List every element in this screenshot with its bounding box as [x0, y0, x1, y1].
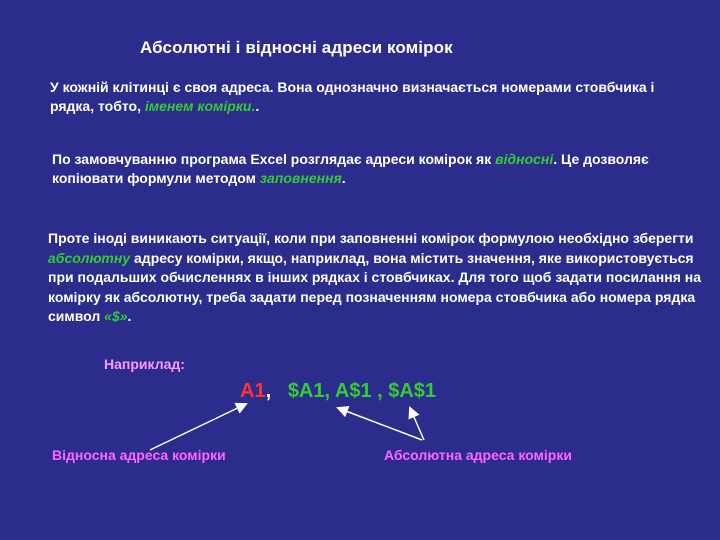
- highlight-fill: заповнення: [259, 170, 342, 186]
- example-label: Наприклад:: [104, 356, 185, 372]
- paragraph-text: .: [255, 98, 260, 114]
- paragraph-text: У кожній клітинці є своя адреса. Вона однозначно визначається номерами стовбчика і рядка, тобто,: [50, 79, 655, 114]
- paragraph-text: . Це дозволяє копіювати формули методом: [52, 151, 649, 186]
- paragraph-text: адресу комірки, якщо, наприклад, вона містить значення, яке використовується при подальших обчисленнях в інших рядках і стовбчиках. Для того щоб задати посилання на комірку як абсолютну, треба задати перед позначенням номера стовбчика або номера рядка символ: [48, 249, 702, 324]
- highlight-relative: відносні: [495, 151, 554, 167]
- slide-title: Абсолютні і відносні адреси комірок: [140, 38, 453, 57]
- paragraph-text: .: [341, 170, 346, 186]
- arrow-to-absolute-2: [410, 408, 424, 440]
- absolute-addresses: $A1, A$1 , $A$1: [287, 380, 437, 402]
- caption-relative-address: Відносна адреса комірки: [52, 447, 226, 463]
- relative-address: A1: [240, 380, 266, 402]
- address-separator: ,: [265, 380, 288, 402]
- highlight-dollar-symbol: «$»: [104, 308, 128, 324]
- highlight-cell-name: іменем комірки.: [144, 98, 256, 114]
- paragraph-text: По замовчуванню програма Excel розглядає адреси комірок як: [52, 151, 496, 167]
- caption-absolute-address: Абсолютна адреса комірки: [384, 447, 572, 463]
- highlight-absolute: абсолютну: [48, 249, 131, 266]
- paragraph-text: Проте іноді виникають ситуації, коли при заповненні комірок формулою необхідно зберегти: [48, 230, 694, 246]
- arrow-to-relative: [150, 404, 246, 450]
- paragraph-text: .: [127, 308, 132, 324]
- arrow-to-absolute-1: [338, 408, 422, 440]
